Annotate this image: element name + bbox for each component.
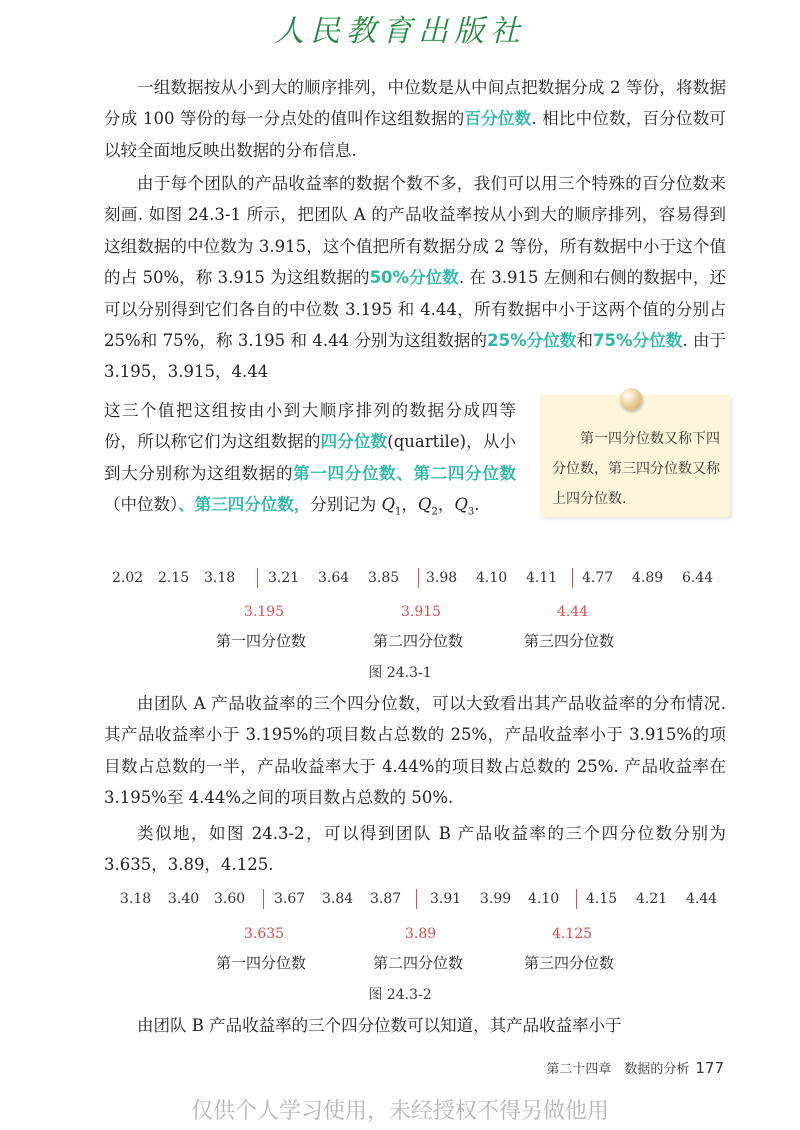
fig2-value: 3.60 (214, 891, 246, 907)
term-third-quartile: 、第三四分位数， (178, 495, 311, 515)
fig2-q2-label: 第二四分位数 (373, 954, 464, 972)
fig1-q1-value: 3.195 (244, 604, 285, 620)
paragraph-team-b-analysis: 由团队 B 产品收益率的三个四分位数可以知道，其产品收益率小于 (137, 1016, 622, 1035)
fig1-value: 3.64 (318, 570, 350, 586)
term-first-second-quartile: 第一四分位数、第二四分位数 (293, 463, 517, 483)
fig1-value: 3.85 (368, 570, 400, 586)
fig1-value: 4.11 (526, 570, 558, 586)
fig1-value: 3.18 (204, 570, 236, 586)
fig2-divider (263, 889, 264, 909)
fig2-value: 4.21 (636, 891, 668, 907)
term-quartile: 四分位数 (320, 432, 388, 452)
fig2-q1-value: 3.635 (244, 926, 285, 942)
fig2-value: 4.15 (586, 891, 618, 907)
fig1-value: 4.89 (632, 570, 664, 586)
fig2-q3-label: 第三四分位数 (524, 954, 615, 972)
term-25-percentile: 25%分位数 (487, 331, 577, 351)
fig2-value: 3.67 (274, 891, 306, 907)
p3-text-c: （中位数） (104, 495, 179, 515)
p1-text-a: 一组数据按从小到大的顺序排列，中位数是从中间点把数据分成 2 等份，将数据分成 100 等份的每一分点处的值叫作这组数据的 (104, 78, 726, 129)
fig1-value: 4.77 (582, 570, 614, 586)
watermark: 仅供个人学习使用，未经授权不得另做他用 (190, 1099, 609, 1124)
p1-text-b: . 相比中位数，百分位数可以较全面地反映出数据的分布信息. (104, 109, 726, 160)
note-text: 第一四分位数又称下四分位数，第三四分位数又称上四分位数. (552, 431, 720, 507)
q3-subscript: 3 (467, 506, 475, 518)
q-end-period: . (474, 495, 480, 515)
fig2-value: 4.10 (528, 891, 560, 907)
fig1-divider (257, 568, 258, 588)
fig1-value: 6.44 (682, 570, 714, 586)
p2-text-d: . 由于 3.195，3.915，4.44 (104, 331, 727, 382)
pushpin-icon (620, 388, 642, 410)
fig1-q2-value: 3.915 (401, 604, 442, 620)
q1-symbol: Q (381, 495, 396, 515)
publisher-logo: 人民教育出版社 (274, 14, 526, 49)
page-number: 177 (695, 1059, 724, 1077)
q2-subscript: 2 (431, 506, 438, 518)
fig1-q1-label: 第一四分位数 (216, 632, 307, 650)
fig2-divider (416, 889, 417, 909)
paragraph-quartile-definition (104, 395, 516, 528)
chapter-title: 第二十四章 数据的分析 (546, 1062, 690, 1077)
fig2-value: 3.84 (322, 891, 354, 907)
q-separator-1: ， (401, 495, 418, 515)
fig2-value: 3.87 (370, 891, 402, 907)
fig1-value: 3.98 (426, 570, 458, 586)
paragraph-team-b-quartiles: 类似地，如图 24.3-2，可以得到团队 B 产品收益率的三个四分位数分别为 3.635，3.89，4.125. (104, 824, 726, 875)
term-75-percentile: 75%分位数 (593, 331, 683, 351)
figure-2-caption: 图 24.3-2 (368, 987, 432, 1003)
fig1-divider (572, 568, 573, 588)
term-percentile: 百分位数 (464, 109, 532, 129)
p2-text-b: . 在 3.915 左侧和右侧的数据中，还可以分别得到它们各自的中位数 3.195 和 4.44，所有数据中小于这两个值的分别占 25%和 75%，称 3.195 和 4.44 分别为这组数据的 (104, 268, 726, 351)
q3-symbol: Q (454, 495, 468, 515)
fig2-value: 3.18 (120, 891, 152, 907)
paragraph-percentile-definition (104, 72, 726, 166)
fig2-value: 3.99 (480, 891, 512, 907)
fig1-value: 2.15 (158, 570, 190, 586)
fig2-divider (576, 889, 577, 909)
p3-text-b: (quartile)，从小到大分别称为这组数据的 (104, 432, 517, 483)
term-50-percentile: 50%分位数 (369, 268, 459, 288)
fig1-value: 3.21 (268, 570, 300, 586)
page-footer (546, 1058, 724, 1077)
fig1-q3-value: 4.44 (557, 604, 589, 620)
fig1-q3-label: 第三四分位数 (524, 632, 615, 650)
fig2-q1-label: 第一四分位数 (216, 954, 307, 972)
p3-text-a: 这三个值把这组按由小到大顺序排列的数据分成四等份，所以称它们为这组数据的 (104, 401, 516, 452)
q1-subscript: 1 (395, 506, 402, 518)
p3-text-d: 分别记为 (310, 495, 382, 515)
fig1-q2-label: 第二四分位数 (373, 632, 464, 650)
fig2-q3-value: 4.125 (552, 926, 593, 942)
p2-text-a: 由于每个团队的产品收益率的数据个数不多，我们可以用三个特殊的百分位数来刻画. 如图 24.3-1 所示，把团队 A 的产品收益率按从小到大的顺序排列，容易得到这组数据的中位数为 3.915，这个值把所有数据分成 2 等份，所有数据中小于这个值的占 50%，称 3.915 为这组数据的 (104, 174, 726, 288)
q2-symbol: Q (417, 495, 432, 515)
fig1-divider (418, 568, 419, 588)
fig2-value: 4.44 (686, 891, 718, 907)
fig1-value: 2.02 (112, 570, 144, 586)
paragraph-quartile-intro (104, 168, 726, 388)
fig2-q2-value: 3.89 (405, 926, 437, 942)
q-separator-2: ， (437, 495, 455, 515)
fig2-value: 3.91 (430, 891, 462, 907)
p2-text-c: 和 (576, 331, 594, 351)
fig1-value: 4.10 (476, 570, 508, 586)
figure-1-caption: 图 24.3-1 (368, 665, 432, 681)
fig2-value: 3.40 (168, 891, 200, 907)
paragraph-team-a-analysis: 由团队 A 产品收益率的三个四分位数，可以大致看出其产品收益率的分布情况. 其产品收益率小于 3.195%的项目数占总数的 25%，产品收益率小于 3.915%的项目数占总数的一半，产品收益率大于 4.44%的项目数占总数的 25%. 产品收益率在 3.195%至 4.44%之间的项目数占总数的 50%. (104, 694, 726, 808)
